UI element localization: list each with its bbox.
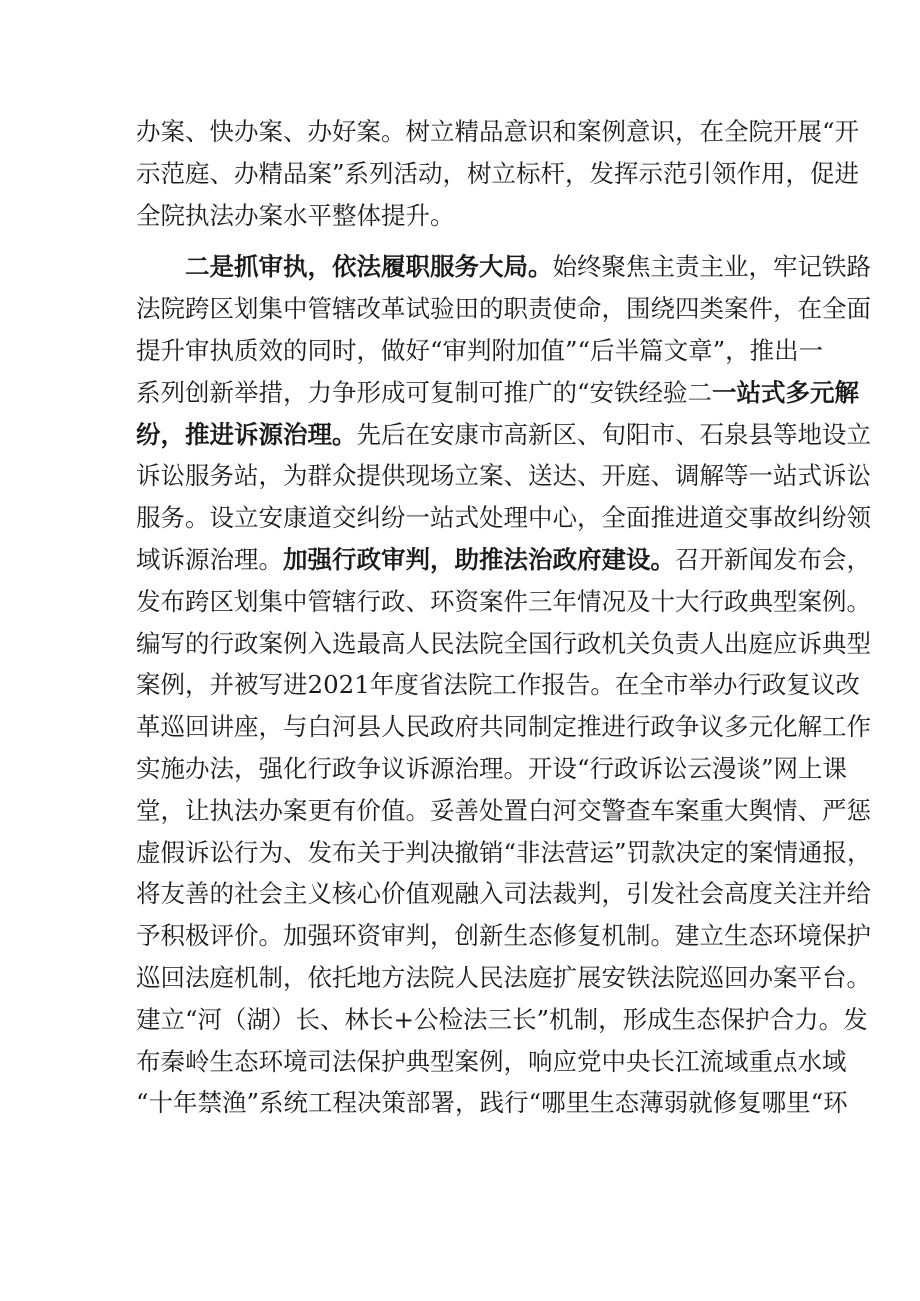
text-line [136, 246, 871, 288]
text-line [136, 999, 868, 1041]
body-text: 始终聚焦主责主业，牢记铁路 [552, 252, 871, 282]
body-text: 革巡回讲座，与白河县人民政府共同制定推进行政争议多元化解工作 [136, 712, 871, 742]
body-text: 办案、快办案、办好案。树立精品意识和案例意识，在全院开展“开 [136, 117, 860, 146]
text-line [136, 414, 871, 456]
text-line [136, 957, 871, 999]
text-line [136, 111, 860, 153]
text-line [136, 706, 871, 748]
body-text: 巡回法庭机制，依托地方法院人民法庭扩展安铁法院巡回办案平台。 [136, 962, 871, 992]
text-line [136, 195, 796, 237]
text-line [136, 497, 871, 539]
body-text: 将友善的社会主义核心价值观融入司法裁判，引发社会高度关注并给 [136, 879, 871, 909]
body-text: 发布跨区划集中管辖行政、环资案件三年情况及十大行政典型案例。 [136, 586, 871, 616]
text-line [136, 748, 848, 790]
text-line [136, 915, 871, 957]
body-text: 堂，让执法办案更有价值。妥善处置白河交警查车案重大舆情、严惩 [136, 795, 871, 825]
text-line [136, 539, 871, 581]
body-text: 法院跨区划集中管辖改革试验田的职责使命，围绕四类案件，在全面 [136, 294, 871, 324]
body-text: 提升审执质效的同时，做好“审判附加值”“后半篇文章”，推出一 [136, 335, 824, 365]
body-text: 予积极评价。加强环资审判，创新生态修复机制。建立生态环境保护 [136, 921, 871, 951]
body-text: 召开新闻发布会， [675, 544, 871, 574]
text-line [136, 832, 872, 874]
text-line [136, 790, 871, 832]
text-line [136, 330, 824, 372]
text-line [136, 288, 871, 330]
body-text: 虚假诉讼行为、发布关于判决撤销“非法营运”罚款决定的案情通报， [136, 837, 872, 867]
body-text: 布秦岭生态环境司法保护典型案例，响应党中央长江流域重点水域 [136, 1046, 847, 1076]
paragraph-text [136, 111, 872, 1124]
text-line [136, 153, 860, 195]
bold-heading-text: 一站式多元解 [712, 377, 860, 407]
body-text: “十年禁渔”系统工程决策部署，践行“哪里生态薄弱就修复哪里“环 [136, 1088, 848, 1118]
bold-heading-text: 加强行政审判，助推法治政府建设。 [283, 544, 675, 574]
text-line [136, 873, 871, 915]
text-line [136, 664, 860, 706]
text-line [136, 623, 871, 665]
body-text: 系列创新举措，力争形成可复制可推广的“安铁经验二 [136, 377, 713, 407]
body-text: 全院执法办案水平整体提升。 [136, 200, 455, 230]
bold-heading-text: 纷，推进诉源治理。 [136, 419, 357, 449]
text-line [136, 1041, 847, 1083]
body-text: 示范庭、办精品案”系列活动，树立标杆，发挥示范引领作用，促进 [136, 158, 860, 188]
body-text: 实施办法，强化行政争议诉源治理。开设“行政诉讼云漫谈”网上课 [136, 753, 848, 783]
text-line [136, 372, 860, 414]
body-text: 诉讼服务站，为群众提供现场立案、送达、开庭、调解等一站式诉讼 [136, 461, 871, 491]
text-line [136, 455, 871, 497]
bold-heading-text: 二是抓审执，依法履职服务大局。 [185, 252, 553, 282]
body-text: 案例，并被写进2021年度省法院工作报告。在全市举办行政复议改 [136, 670, 860, 700]
body-text: 服务。设立安康道交纠纷一站式处理中心，全面推进道交事故纠纷领 [136, 503, 871, 533]
document-body [136, 111, 872, 1124]
text-line [136, 581, 871, 623]
body-text: 建立“河（湖）长、林长+公检法三长”机制，形成生态保护合力。发 [136, 1004, 868, 1034]
body-text: 先后在安康市高新区、旬阳市、石泉县等地设立 [356, 419, 871, 449]
body-text: 域诉源治理。 [136, 544, 283, 574]
body-text: 编写的行政案例入选最高人民法院全国行政机关负责人出庭应诉典型 [136, 628, 871, 658]
text-line [136, 1082, 848, 1124]
